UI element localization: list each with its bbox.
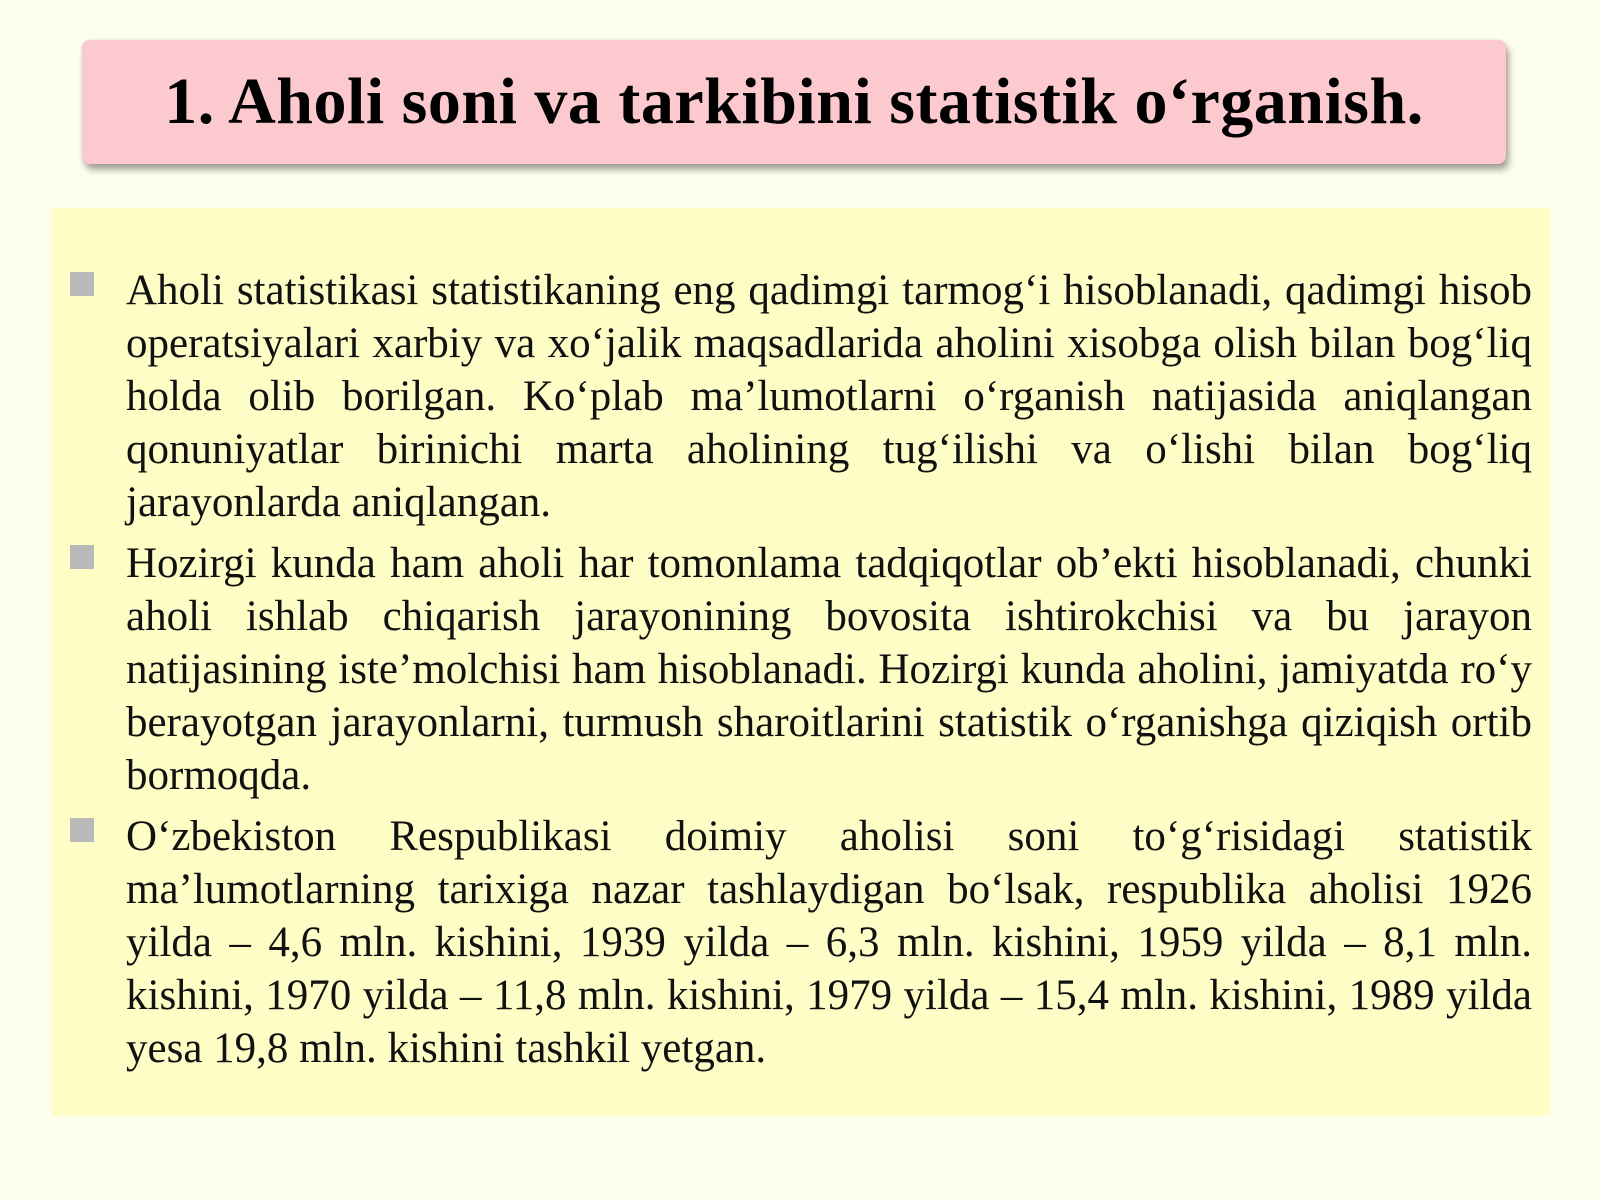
bullet-text: Aholi statistikasi statistikaning eng qadimgi tarmog‘i hisoblanadi, qadimgi hisob operatsiyalari xarbiy va xo‘jalik maqsadlarida aholini xisobga olish bilan bog‘liq holda olib borilgan. Ko‘plab ma’lumotlarni o‘rganish natijasida aniqlangan qonuniyatlar birinichi marta aholining tug‘ilishi va o‘lishi bilan bog‘liq jarayonlarda aniqlangan.: [126, 267, 1532, 526]
square-bullet-icon: [70, 818, 94, 842]
bullet-item: [126, 537, 1532, 802]
bullet-item: [126, 264, 1532, 529]
bullet-list: [52, 264, 1550, 1083]
bullet-item: [126, 810, 1532, 1075]
bullet-text: Hozirgi kunda ham aholi har tomonlama tadqiqotlar ob’ekti hisoblanadi, chunki aholi ishlab chiqarish jarayonining bovosita ishtirokchisi va bu jarayon natijasining iste’molchisi ham hisoblanadi. Hozirgi kunda aholini, jamiyatda ro‘y berayotgan jarayonlarni, turmush sharoitlarini statistik o‘rganishga qiziqish ortib bormoqda.: [126, 540, 1532, 799]
title-banner: [82, 40, 1506, 164]
slide-title: 1. Aholi soni va tarkibini statistik o‘rganish.: [164, 65, 1424, 138]
content-panel: [52, 208, 1550, 1116]
square-bullet-icon: [70, 272, 94, 296]
bullet-text: O‘zbekiston Respublikasi doimiy aholisi soni to‘g‘risidagi statistik ma’lumotlarning tarixiga nazar tashlaydigan bo‘lsak, respublika aholisi 1926 yilda – 4,6 mln. kishini, 1939 yilda – 6,3 mln. kishini, 1959 yilda – 8,1 mln. kishini, 1970 yilda – 11,8 mln. kishini, 1979 yilda – 15,4 mln. kishini, 1989 yilda yesa 19,8 mln. kishini tashkil yetgan.: [126, 813, 1532, 1072]
square-bullet-icon: [70, 545, 94, 569]
